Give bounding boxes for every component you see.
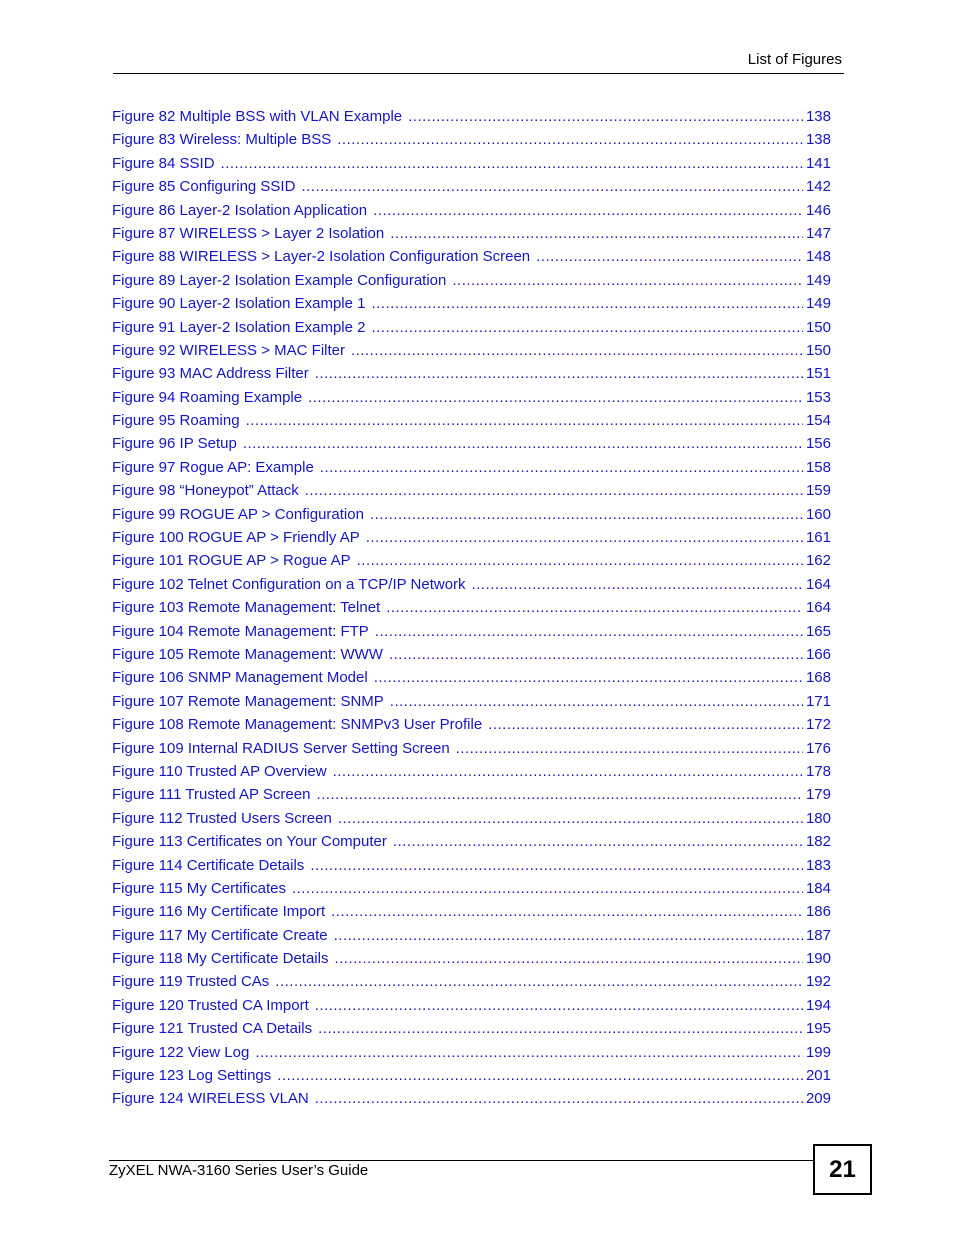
toc-entry-link[interactable] [112,292,831,315]
toc-entry-page: 166 [805,645,831,663]
toc-entry-page: 184 [805,879,831,897]
dot-leader [371,292,802,315]
toc-entry-link[interactable] [112,666,831,689]
toc-entry-page: 209 [805,1090,831,1108]
toc-entry-page: 150 [805,318,831,336]
toc-entry-link[interactable] [112,596,831,619]
toc-entry-page: 186 [805,903,831,921]
toc-entry-label: Figure 105 Remote Management: WWW [112,645,383,663]
toc-entry-link[interactable] [112,924,831,947]
toc-entry-label: Figure 90 Layer-2 Isolation Example 1 [112,295,366,313]
toc-entry-page: 148 [805,248,831,266]
toc-entry-link[interactable] [112,152,831,175]
dot-leader [408,105,803,128]
dot-leader [275,970,803,993]
dot-leader [338,807,803,830]
dot-leader [370,503,803,526]
toc-entry-label: Figure 111 Trusted AP Screen [112,786,311,804]
toc-entry-link[interactable] [112,245,831,268]
toc-entry-label: Figure 103 Remote Management: Telnet [112,599,381,617]
toc-entry-page: 161 [805,529,831,547]
dot-leader [315,994,803,1017]
toc-entry-page: 160 [805,505,831,523]
toc-entry-page: 159 [805,482,831,500]
dot-leader [333,760,803,783]
toc-entry-label: Figure 97 Rogue AP: Example [112,458,314,476]
dot-leader [390,690,803,713]
toc-entry-page: 183 [805,856,831,874]
toc-entry-page: 190 [805,950,831,968]
toc-entry-page: 194 [805,996,831,1014]
toc-entry-link[interactable] [112,409,831,432]
toc-entry-label: Figure 116 My Certificate Import [112,903,326,921]
toc-entry-link[interactable] [112,456,831,479]
toc-entry-label: Figure 96 IP Setup [112,435,237,453]
toc-entry-link[interactable] [112,970,831,993]
dot-leader [315,1087,803,1110]
dot-leader [320,456,803,479]
dot-leader [243,432,803,455]
toc-entry-label: Figure 87 WIRELESS > Layer 2 Isolation [112,224,385,242]
toc-entry-link[interactable] [112,386,831,409]
toc-entry-link[interactable] [112,760,831,783]
toc-entry-page: 149 [805,295,831,313]
dot-leader [334,924,803,947]
dot-leader [310,854,803,877]
toc-entry-page: 158 [805,458,831,476]
dot-leader [456,737,803,760]
toc-entry-page: 182 [805,833,831,851]
dot-leader [318,1017,803,1040]
dot-leader [488,713,803,736]
toc-entry-label: Figure 95 Roaming [112,412,240,430]
toc-entry-link[interactable] [112,128,831,151]
dot-leader [536,245,803,268]
toc-entry-label: Figure 92 WIRELESS > MAC Filter [112,341,345,359]
toc-entry-page: 201 [805,1067,831,1085]
dot-leader [375,620,803,643]
toc-entry-label: Figure 88 WIRELESS > Layer-2 Isolation Configuration Screen [112,248,531,266]
dot-leader [331,900,803,923]
dot-leader [357,549,803,572]
toc-entry-link[interactable] [112,526,831,549]
toc-entry-label: Figure 89 Layer-2 Isolation Example Configuration [112,271,447,289]
toc-entry-link[interactable] [112,573,831,596]
dot-leader [389,643,803,666]
toc-entry-label: Figure 100 ROGUE AP > Friendly AP [112,529,360,547]
toc-entry-label: Figure 84 SSID [112,154,215,172]
toc-entry-label: Figure 113 Certificates on Your Computer [112,833,387,851]
toc-entry-link[interactable] [112,316,831,339]
toc-entry-page: 153 [805,388,831,406]
toc-entry-link[interactable] [112,713,831,736]
toc-entry-page: 138 [805,108,831,125]
toc-entry-label: Figure 124 WIRELESS VLAN [112,1090,309,1108]
toc-entry-link[interactable] [112,269,831,292]
toc-entry-page: 154 [805,412,831,430]
toc-entry-label: Figure 86 Layer-2 Isolation Application [112,201,368,219]
toc-entry-page: 146 [805,201,831,219]
toc-entry-label: Figure 91 Layer-2 Isolation Example 2 [112,318,366,336]
toc-entry-label: Figure 115 My Certificates [112,879,286,897]
toc-entry-page: 156 [805,435,831,453]
toc-entry-page: 164 [805,575,831,593]
toc-entry-page: 141 [805,154,831,172]
toc-entry-link[interactable] [112,783,831,806]
header-rule [113,73,844,74]
dot-leader [351,339,803,362]
toc-entry-link[interactable] [112,362,831,385]
toc-entry-link[interactable] [112,807,831,830]
dot-leader [316,783,803,806]
toc-entry-label: Figure 82 Multiple BSS with VLAN Example [112,108,403,125]
toc-entry-page: 142 [805,178,831,196]
list-of-figures [112,105,831,1111]
toc-entry-label: Figure 108 Remote Management: SNMPv3 User Profile [112,716,483,734]
toc-entry-link[interactable] [112,994,831,1017]
toc-entry-label: Figure 104 Remote Management: FTP [112,622,369,640]
dot-leader [292,877,803,900]
dot-leader [371,316,802,339]
toc-entry-label: Figure 109 Internal RADIUS Server Setting Screen [112,739,450,757]
toc-entry-page: 199 [805,1043,831,1061]
dot-leader [472,573,803,596]
toc-entry-page: 162 [805,552,831,570]
toc-entry-link[interactable] [112,877,831,900]
toc-entry-label: Figure 114 Certificate Details [112,856,305,874]
dot-leader [393,830,803,853]
toc-entry-label: Figure 106 SNMP Management Model [112,669,368,687]
toc-entry-label: Figure 102 Telnet Configuration on a TCP/IP Network [112,575,466,593]
toc-entry-label: Figure 98 “Honeypot” Attack [112,482,299,500]
toc-entry-page: 138 [805,131,831,149]
toc-entry-page: 150 [805,341,831,359]
toc-entry-page: 187 [805,926,831,944]
toc-entry-page: 172 [805,716,831,734]
footer-guide-title: ZyXEL NWA-3160 Series User’s Guide [109,1162,369,1179]
toc-entry-page: 192 [805,973,831,991]
dot-leader [246,409,803,432]
toc-entry-label: Figure 110 Trusted AP Overview [112,762,327,780]
dot-leader [366,526,803,549]
toc-entry-label: Figure 117 My Certificate Create [112,926,328,944]
toc-entry-page: 179 [805,786,831,804]
toc-entry-label: Figure 94 Roaming Example [112,388,303,406]
toc-entry-label: Figure 118 My Certificate Details [112,950,329,968]
toc-entry-link[interactable] [112,222,831,245]
dot-leader [390,222,803,245]
dot-leader [373,199,803,222]
toc-entry-page: 147 [805,224,831,242]
dot-leader [386,596,803,619]
toc-entry-label: Figure 120 Trusted CA Import [112,996,309,1014]
toc-entry-page: 176 [805,739,831,757]
toc-entry-label: Figure 85 Configuring SSID [112,178,296,196]
toc-entry-page: 165 [805,622,831,640]
dot-leader [277,1064,803,1087]
dot-leader [315,362,803,385]
toc-entry-page: 178 [805,762,831,780]
toc-entry-link[interactable] [112,830,831,853]
toc-entry-page: 180 [805,809,831,827]
toc-entry-label: Figure 122 View Log [112,1043,250,1061]
toc-entry-page: 168 [805,669,831,687]
running-header-title: List of Figures [747,51,842,68]
toc-entry-link[interactable] [112,105,831,128]
toc-entry-link[interactable] [112,549,831,572]
dot-leader [308,386,803,409]
dot-leader [337,128,803,151]
toc-entry-label: Figure 123 Log Settings [112,1067,272,1085]
toc-entry-page: 164 [805,599,831,617]
toc-entry-link[interactable] [112,199,831,222]
toc-entry-link[interactable] [112,479,831,502]
toc-entry-link[interactable] [112,1041,831,1064]
toc-entry-link[interactable] [112,620,831,643]
toc-entry-link[interactable] [112,854,831,877]
toc-entry-label: Figure 83 Wireless: Multiple BSS [112,131,332,149]
page-number: 21 [829,1155,856,1183]
toc-entry-page: 149 [805,271,831,289]
toc-entry-label: Figure 112 Trusted Users Screen [112,809,332,827]
dot-leader [305,479,803,502]
toc-entry-page: 195 [805,1020,831,1038]
toc-entry-page: 151 [805,365,831,383]
dot-leader [452,269,803,292]
toc-entry-link[interactable] [112,643,831,666]
toc-entry-link[interactable] [112,947,831,970]
toc-entry-label: Figure 101 ROGUE AP > Rogue AP [112,552,351,570]
toc-entry-label: Figure 119 Trusted CAs [112,973,270,991]
page-number-box [813,1144,872,1195]
toc-entry-link[interactable] [112,1017,831,1040]
toc-entry-link[interactable] [112,737,831,760]
dot-leader [255,1041,803,1064]
toc-entry-link[interactable] [112,690,831,713]
toc-entry-link[interactable] [112,1087,831,1110]
toc-entry-link[interactable] [112,432,831,455]
toc-entry-link[interactable] [112,900,831,923]
toc-entry-link[interactable] [112,339,831,362]
dot-leader [221,152,803,175]
toc-entry-label: Figure 93 MAC Address Filter [112,365,309,383]
toc-entry-link[interactable] [112,1064,831,1087]
dot-leader [301,175,803,198]
dot-leader [334,947,803,970]
toc-entry-label: Figure 121 Trusted CA Details [112,1020,313,1038]
toc-entry-page: 171 [805,692,831,710]
toc-entry-label: Figure 107 Remote Management: SNMP [112,692,384,710]
toc-entry-label: Figure 99 ROGUE AP > Configuration [112,505,364,523]
toc-entry-link[interactable] [112,503,831,526]
toc-entry-link[interactable] [112,175,831,198]
dot-leader [374,666,803,689]
